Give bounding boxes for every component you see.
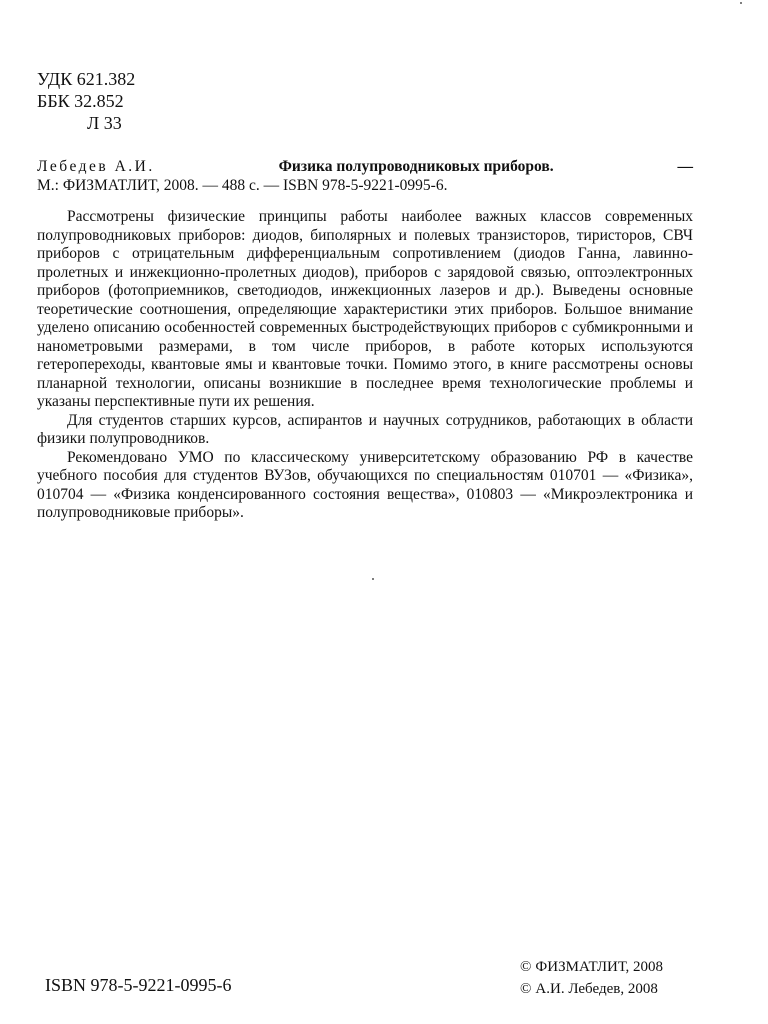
copyright-publisher: ФИЗМАТЛИТ, 2008 xyxy=(535,959,664,975)
scan-speck xyxy=(372,578,374,580)
copyright-author-line xyxy=(520,978,663,1000)
abstract-paragraph-1: Рассмотрены физические принципы работы наиболее важных классов современных полупроводниковых приборов: диодов, биполярных и полевых транзисторов, тиристоров, СВЧ приборов с отрицательным дифференциальным сопротивлением (диодов Ганна, лавинно-пролетных и инжекционно-пролетных диодов), приборов с зарядовой связью, оптоэлектронных приборов (фотоприемников, светодиодов, инжекционных лазеров и др.). Выведены основные теоретические соотношения, определяющие характеристики этих приборов. Большое внимание уделено описанию особенностей современных быстродействующих приборов с субмикронными и нанометровыми размерами, в том числе приборов, в работе которых используются гетеропереходы, квантовые ямы и квантовые точки. Помимо этого, в книге рассмотрены основы планарной технологии, описаны возникшие в последнее время технологические проблемы и указаны перспективные пути их решения. xyxy=(37,208,693,410)
title-dash: — xyxy=(677,158,693,175)
udk-code: УДК 621.382 xyxy=(37,69,136,89)
copyright-symbol: © xyxy=(520,981,532,997)
author-sign: Л 33 xyxy=(87,113,122,133)
book-title: Физика полупроводниковых приборов. xyxy=(278,158,554,175)
author-name: Лебедев А.И. xyxy=(37,158,155,175)
copyright-symbol: © xyxy=(520,959,532,975)
footer-isbn: ISBN 978-5-9221-0995-6 xyxy=(45,975,232,995)
copyright-author: А.И. Лебедев, 2008 xyxy=(535,981,658,997)
abstract-paragraph-2: Для студентов старших курсов, аспирантов и научных сотрудников, работающих в области физики полупроводников. xyxy=(37,411,693,447)
bbk-code: ББК 32.852 xyxy=(37,91,124,111)
bibliographic-record xyxy=(37,158,693,195)
classification-block xyxy=(37,68,135,134)
copyright-block xyxy=(520,956,663,1000)
publication-info: М.: ФИЗМАТЛИТ, 2008. — 488 с. — ISBN 978-5-9221-0995-6. xyxy=(37,176,448,194)
abstract-paragraph-3: Рекомендовано УМО по классическому университетскому образованию РФ в качестве учебного пособия для студентов ВУЗов, обучающихся по специальностям 010701 — «Физика», 010704 — «Физика конденсированного состояния вещества», 010803 — «Микроэлектроника и полупроводниковые приборы». xyxy=(37,448,693,521)
copyright-publisher-line xyxy=(520,956,663,978)
abstract xyxy=(37,208,693,523)
scan-speck xyxy=(740,2,742,4)
